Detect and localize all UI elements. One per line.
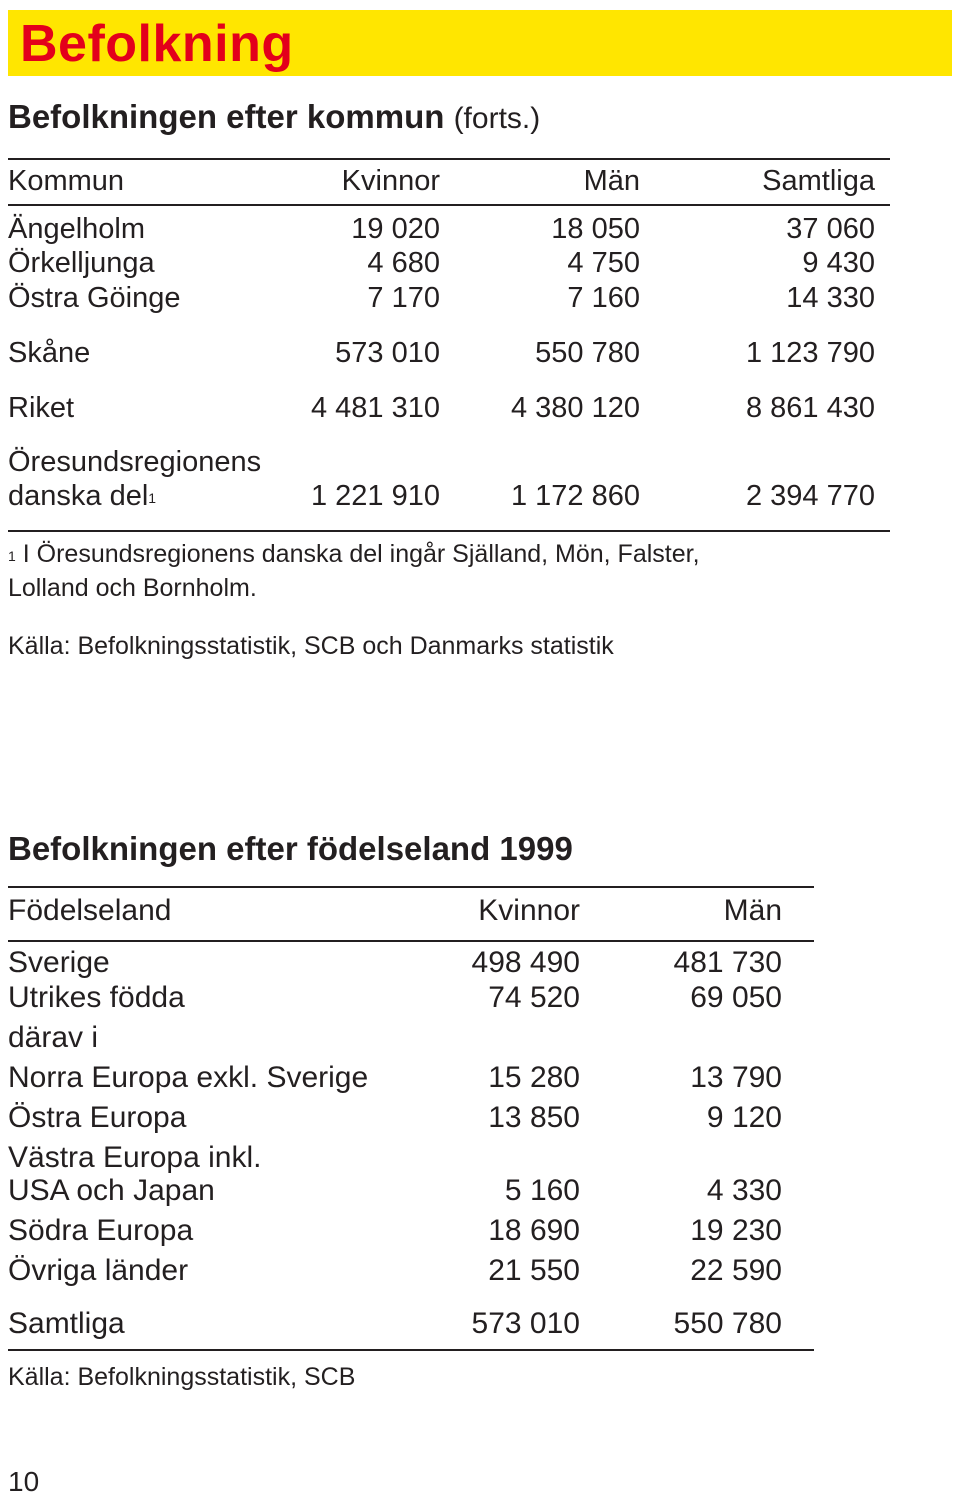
table-cell-man: 13 790 [690, 1061, 782, 1094]
table1-header-rule [8, 204, 890, 206]
table-cell-samtliga: 1 123 790 [745, 337, 875, 369]
table-cell-samtliga: 9 430 [802, 247, 875, 279]
table-cell-man: 7 160 [567, 282, 640, 314]
table-cell-kvinnor: 4 680 [367, 247, 440, 279]
table2-header-fodelseland: Födelseland [8, 894, 172, 927]
table-cell-kvinnor: 74 520 [488, 981, 580, 1014]
table-row [0, 1021, 820, 1055]
table1-header-samtliga: Samtliga [762, 165, 875, 197]
table2-title: Befolkningen efter födelseland 1999 [8, 830, 573, 867]
page-title: Befolkning [20, 15, 294, 73]
table-cell-land: USA och Japan [8, 1174, 215, 1207]
table-cell-kvinnor: 498 490 [471, 946, 580, 979]
table-cell-kvinnor: 4 481 310 [310, 392, 440, 424]
table-cell-man: 550 780 [535, 337, 640, 369]
footnote-mark: 1 [148, 490, 157, 506]
table-cell-land: Östra Europa [8, 1101, 187, 1134]
table-cell-kvinnor: 5 160 [504, 1174, 580, 1207]
table-cell-man: 19 230 [690, 1214, 782, 1247]
header-banner [8, 10, 952, 76]
oresund-label-line2 [8, 479, 156, 513]
table-cell-samtliga: 8 861 430 [745, 392, 875, 424]
table-row [0, 246, 900, 280]
table1-source: Källa: Befolkningsstatistik, SCB och Danmarks statistik [8, 632, 614, 660]
footnote-text: I Öresundsregionens danska del ingår Själland, Mön, Falster, [22, 540, 700, 568]
table2-header-kvinnor: Kvinnor [478, 894, 580, 927]
table-cell-land: Norra Europa exkl. Sverige [8, 1061, 369, 1094]
table1-title-text: Befolkningen efter kommun [8, 98, 445, 135]
table-cell-kvinnor: 21 550 [488, 1254, 580, 1287]
table-row [0, 1214, 820, 1248]
table-cell-man: 9 120 [706, 1101, 782, 1134]
table-cell-land: därav i [8, 1021, 99, 1054]
table-row [0, 946, 820, 980]
table-cell-kvinnor: 1 221 910 [310, 480, 440, 512]
table1-header-kommun: Kommun [8, 165, 125, 197]
table-row [0, 1174, 820, 1208]
table-cell-kvinnor: 19 020 [351, 213, 440, 245]
footnote-line1 [8, 538, 700, 571]
table-cell-land: Sverige [8, 946, 110, 979]
table-cell-kvinnor: 15 280 [488, 1061, 580, 1094]
table-cell-kommun: Ängelholm [8, 213, 146, 245]
table1-bottom-rule [8, 530, 890, 532]
table-cell-man: 550 780 [673, 1307, 782, 1340]
table-cell-man: 4 750 [567, 247, 640, 279]
table-cell-man: 22 590 [690, 1254, 782, 1287]
table-row [0, 281, 900, 315]
table-cell-samtliga: 14 330 [786, 282, 875, 314]
table-row-total [0, 1307, 820, 1341]
oresund-label-line1: Öresundsregionens [8, 446, 262, 478]
table-row [0, 336, 900, 370]
table-cell-man: 4 330 [706, 1174, 782, 1207]
table-cell-man: 69 050 [690, 981, 782, 1014]
table-cell-man: 481 730 [673, 946, 782, 979]
table-cell-man: 1 172 860 [510, 480, 640, 512]
table-cell-kvinnor: 573 010 [471, 1307, 580, 1340]
table-cell-kommun: Östra Göinge [8, 282, 181, 314]
table-cell-kvinnor: 7 170 [367, 282, 440, 314]
table-cell-kommun: Skåne [8, 337, 91, 369]
table2-header-man: Män [723, 894, 782, 927]
table-row [0, 1254, 820, 1288]
footnote-line2: Lolland och Bornholm. [8, 574, 257, 602]
table-cell-samtliga: 2 394 770 [745, 480, 875, 512]
table-cell-man: 18 050 [551, 213, 640, 245]
table-cell-land: Utrikes födda [8, 981, 185, 1014]
table-row [0, 391, 900, 425]
table-row-oresund [0, 445, 900, 515]
table1-header-man: Män [583, 165, 640, 197]
table-row [0, 981, 820, 1015]
table-cell-samtliga: 37 060 [786, 213, 875, 245]
table-cell-man: 4 380 120 [510, 392, 640, 424]
table1-top-rule [8, 158, 890, 160]
page-number: 10 [8, 1466, 40, 1497]
table-cell-kommun: Örkelljunga [8, 247, 155, 279]
table1-title-continued: (forts.) [453, 102, 541, 135]
table-cell-kvinnor: 18 690 [488, 1214, 580, 1247]
table-cell-land: Västra Europa inkl. [8, 1141, 262, 1174]
table2-top-rule [8, 886, 814, 888]
table-cell-land: Samtliga [8, 1307, 125, 1340]
oresund-label-text: danska del [8, 480, 149, 512]
table-row [0, 1061, 820, 1095]
table1-title [8, 98, 540, 136]
table-row [0, 212, 900, 246]
table2-source: Källa: Befolkningsstatistik, SCB [8, 1363, 356, 1391]
table-row [0, 1101, 820, 1135]
table-cell-land: Övriga länder [8, 1254, 189, 1287]
table2-bottom-rule [8, 1349, 814, 1351]
table-cell-kvinnor: 573 010 [335, 337, 440, 369]
table-cell-kommun: Riket [8, 392, 75, 424]
table-cell-kvinnor: 13 850 [488, 1101, 580, 1134]
table-row [0, 1141, 820, 1175]
table1-header-kvinnor: Kvinnor [341, 165, 440, 197]
footnote-mark: 1 [8, 548, 16, 564]
table-cell-land: Södra Europa [8, 1214, 194, 1247]
table2-header-rule [8, 940, 814, 942]
